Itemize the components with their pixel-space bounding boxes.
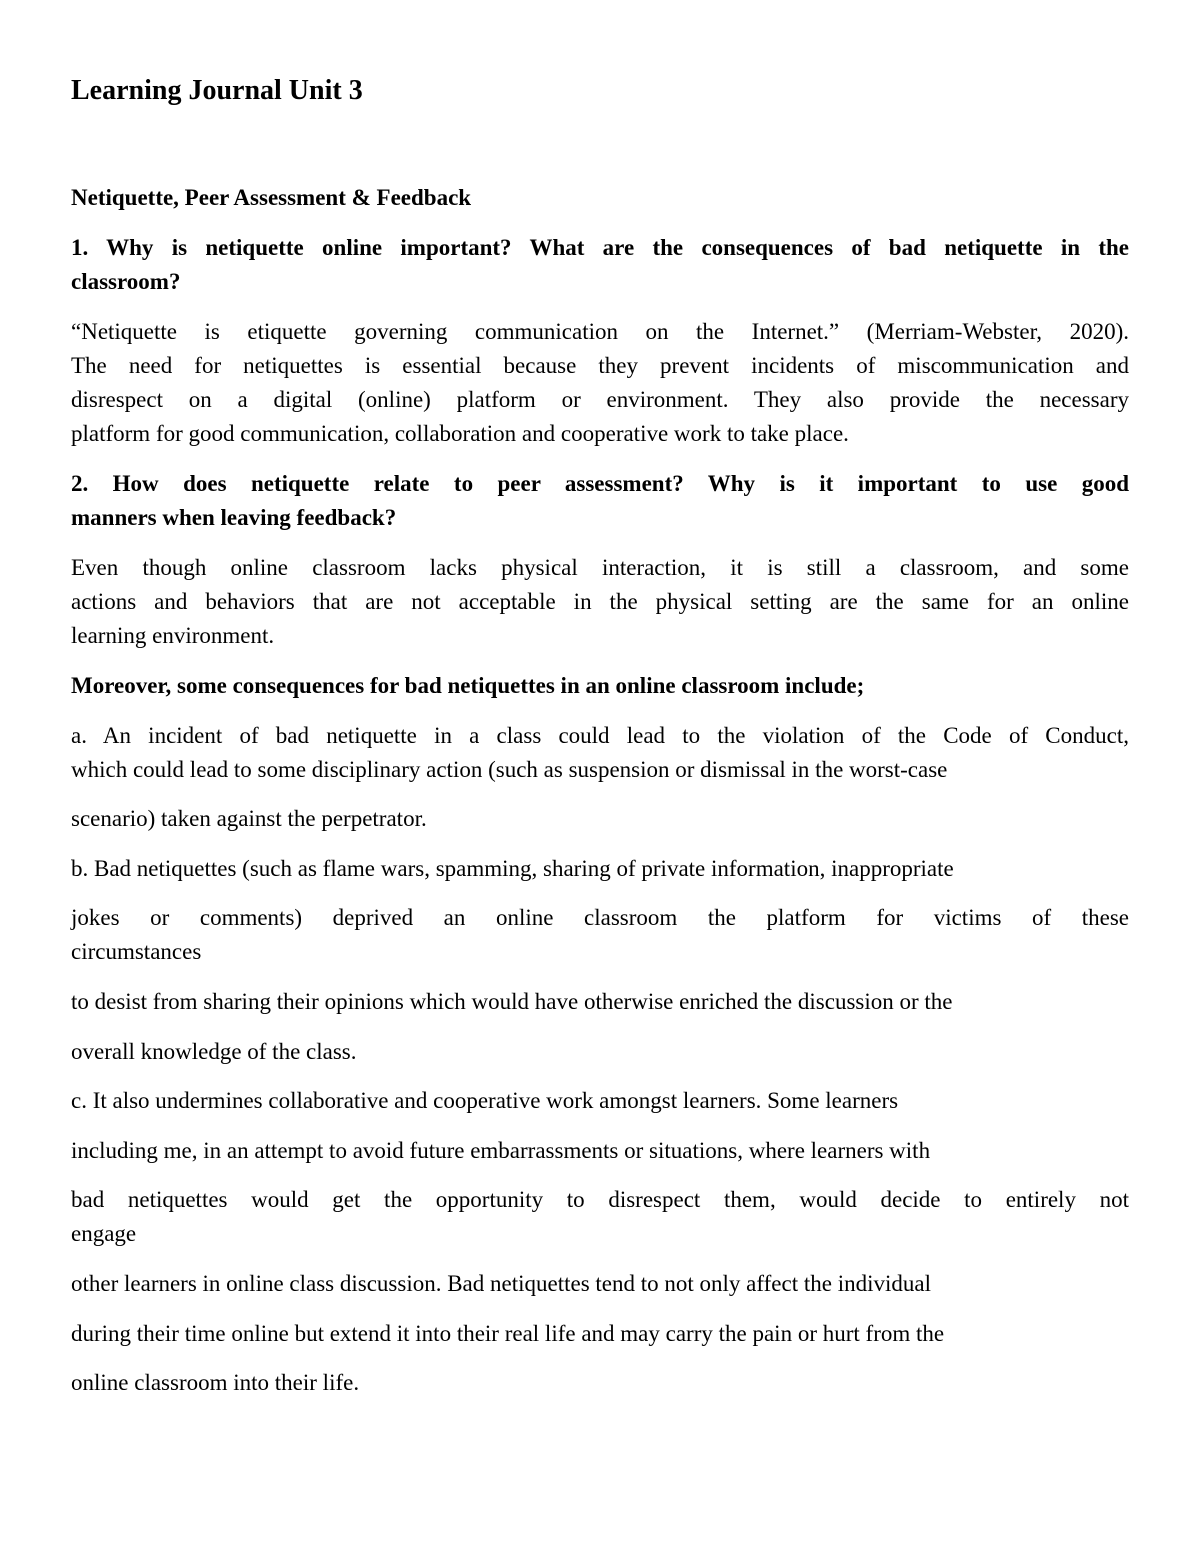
answer-1-line-3: disrespect on a digital (online) platform or environment. They also provide the necessary	[71, 387, 1129, 412]
item-c-line-3: bad netiquettes would get the opportunity to disrespect them, would decide to entirely not	[71, 1187, 1129, 1212]
item-b-line-5: overall knowledge of the class.	[71, 1039, 357, 1064]
item-b-line-4: to desist from sharing their opinions which would have otherwise enriched the discussion or the	[71, 989, 953, 1014]
question-1-line-2: classroom?	[71, 269, 181, 294]
answer-2-line-3: learning environment.	[71, 623, 275, 648]
item-a-line-1: a. An incident of bad netiquette in a class could lead to the violation of the Code of Conduct,	[71, 723, 1129, 748]
item-c-line-1: c. It also undermines collaborative and cooperative work amongst learners. Some learners	[71, 1088, 899, 1113]
question-2-line-2: manners when leaving feedback?	[71, 505, 397, 530]
item-a-line-2: which could lead to some disciplinary action (such as suspension or dismissal in the worst-case	[71, 757, 948, 782]
item-a-line-3: scenario) taken against the perpetrator.	[71, 806, 427, 831]
item-c-line-2: including me, in an attempt to avoid future embarrassments or situations, where learners with	[71, 1138, 931, 1163]
question-1-line-1: 1. Why is netiquette online important? What are the consequences of bad netiquette in the	[71, 235, 1129, 260]
item-b-line-1: b. Bad netiquettes (such as flame wars, spamming, sharing of private information, inappropriate	[71, 856, 954, 881]
document-title: Learning Journal Unit 3	[71, 75, 363, 106]
answer-2-line-1: Even though online classroom lacks physical interaction, it is still a classroom, and some	[71, 555, 1129, 580]
item-b-line-3: circumstances	[71, 939, 202, 964]
answer-1-line-1: “Netiquette is etiquette governing communication on the Internet.” (Merriam-Webster, 2020).	[71, 319, 1129, 344]
answer-1-line-4: platform for good communication, collaboration and cooperative work to take place.	[71, 421, 849, 446]
item-c-line-7: online classroom into their life.	[71, 1370, 360, 1395]
item-b-line-2: jokes or comments) deprived an online classroom the platform for victims of these	[71, 905, 1129, 930]
answer-1-line-2: The need for netiquettes is essential because they prevent incidents of miscommunication and	[71, 353, 1129, 378]
question-2-line-1: 2. How does netiquette relate to peer assessment? Why is it important to use good	[71, 471, 1129, 496]
item-c-line-6: during their time online but extend it into their real life and may carry the pain or hurt from the	[71, 1321, 945, 1346]
item-c-line-5: other learners in online class discussion. Bad netiquettes tend to not only affect the individual	[71, 1271, 931, 1296]
item-c-line-4: engage	[71, 1221, 137, 1246]
consequences-heading: Moreover, some consequences for bad netiquettes in an online classroom include;	[71, 673, 865, 698]
section-heading: Netiquette, Peer Assessment & Feedback	[71, 185, 472, 210]
answer-2-line-2: actions and behaviors that are not acceptable in the physical setting are the same for an online	[71, 589, 1129, 614]
